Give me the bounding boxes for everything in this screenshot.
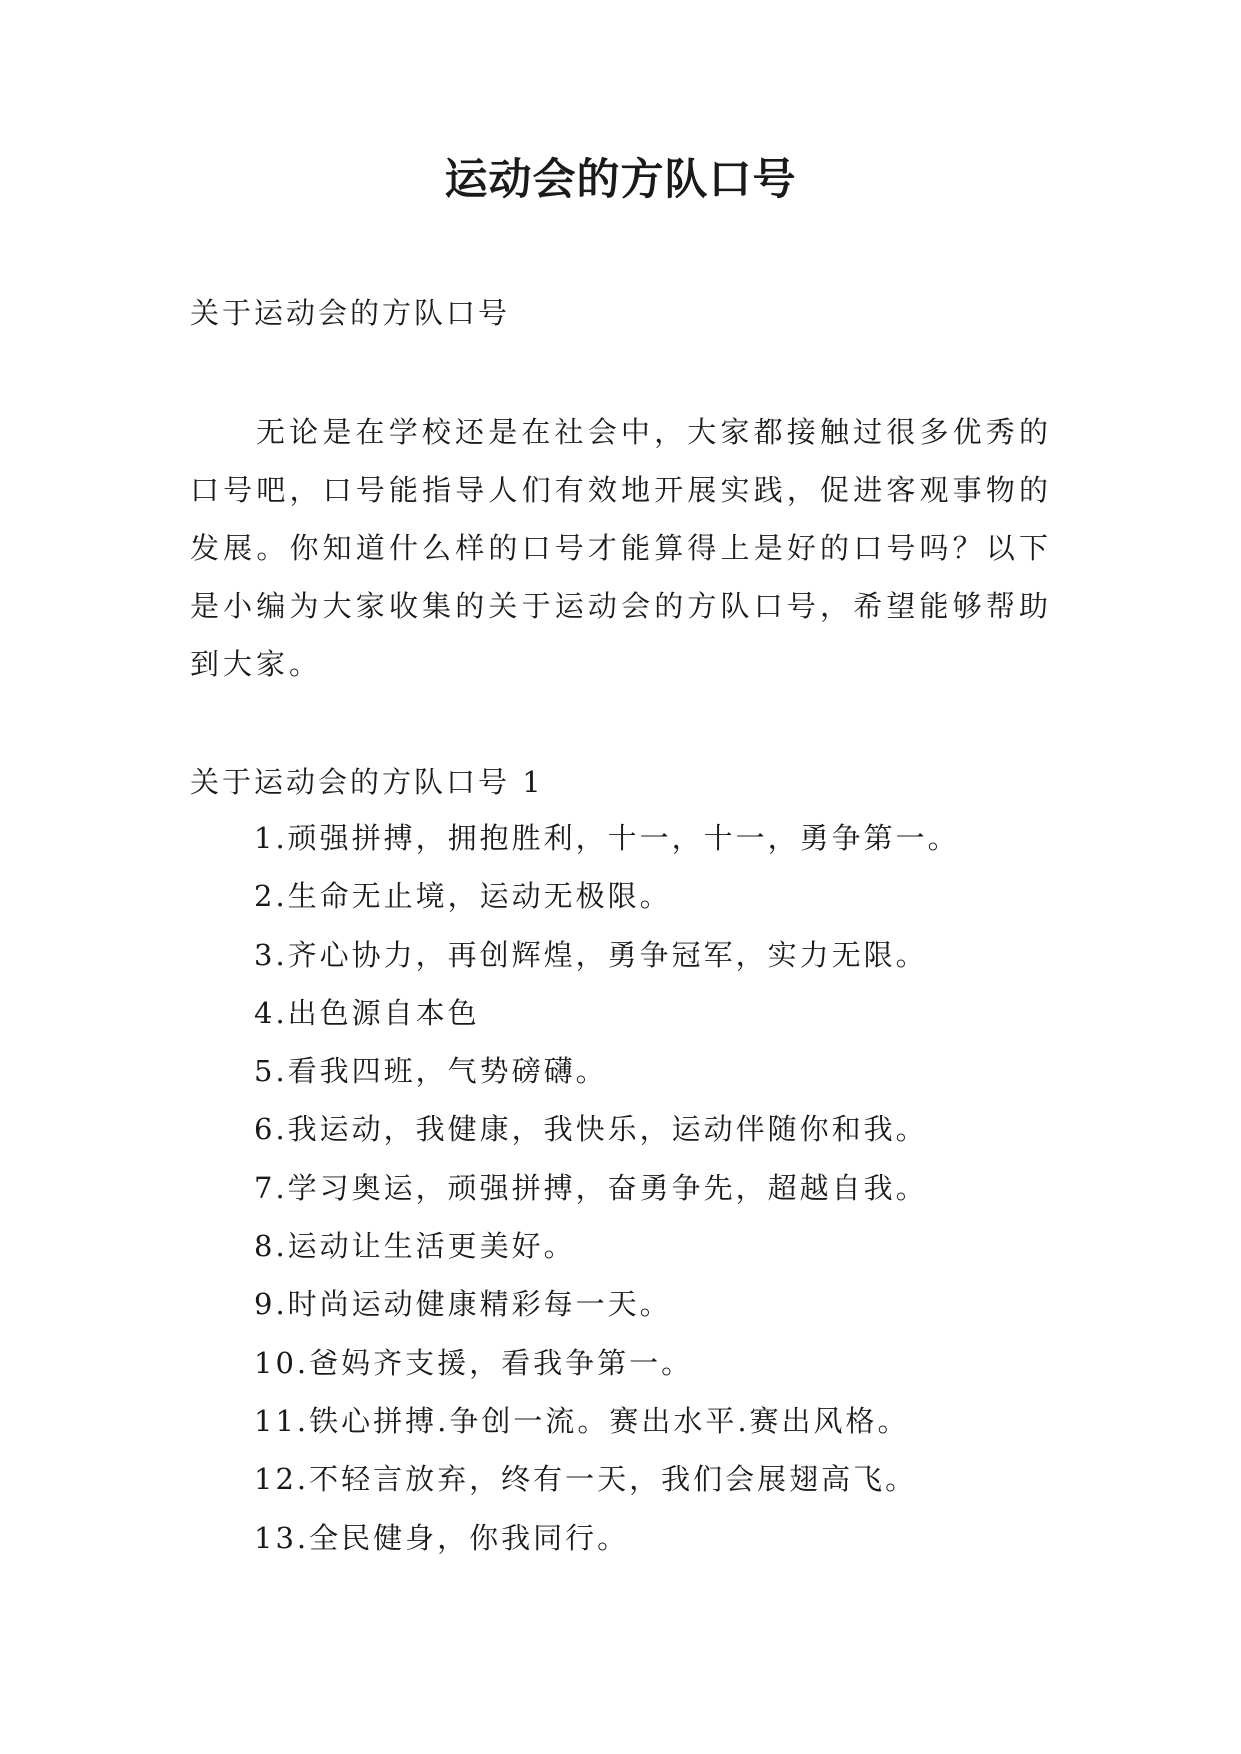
slogan-item: 11.铁心拼搏.争创一流。赛出水平.赛出风格。 [254, 1403, 910, 1438]
slogan-item: 5.看我四班，气势磅礴。 [254, 1054, 608, 1089]
slogan-item: 13.全民健身，你我同行。 [254, 1520, 630, 1555]
slogan-item: 3.齐心协力，再创辉煌，勇争冠军，实力无限。 [254, 937, 928, 972]
slogan-item: 10.爸妈齐支援，看我争第一。 [254, 1345, 694, 1380]
slogan-item: 1.顽强拼搏，拥抱胜利，十一，十一，勇争第一。 [254, 821, 960, 855]
slogan-item: 4.出色源自本色 [254, 995, 480, 1030]
slogan-item: 7.学习奥运，顽强拼搏，奋勇争先，超越自我。 [254, 1170, 928, 1205]
slogan-item: 6.我运动，我健康，我快乐，运动伴随你和我。 [254, 1112, 928, 1147]
slogan-item: 2.生命无止境，运动无极限。 [254, 879, 672, 914]
intro-paragraph: 无论是在学校还是在社会中，大家都接触过很多优秀的口号吧，口号能指导人们有效地开展实践，促进客观事物的发展。你知道什么样的口号才能算得上是好的口号吗？以下是小编为大家收集的关于运动会的方队口号，希望能够帮助到大家。 [190, 415, 1052, 681]
document-subtitle: 关于运动会的方队口号 [190, 296, 511, 330]
slogan-list [254, 818, 960, 1576]
slogan-item: 9.时尚运动健康精彩每一天。 [254, 1287, 672, 1322]
slogan-item: 12.不轻言放弃，终有一天，我们会展翅高飞。 [254, 1462, 918, 1497]
document-title: 运动会的方队口号 [444, 155, 797, 205]
slogan-item: 8.运动让生活更美好。 [254, 1229, 576, 1264]
section-heading: 关于运动会的方队口号 1 [190, 765, 544, 799]
